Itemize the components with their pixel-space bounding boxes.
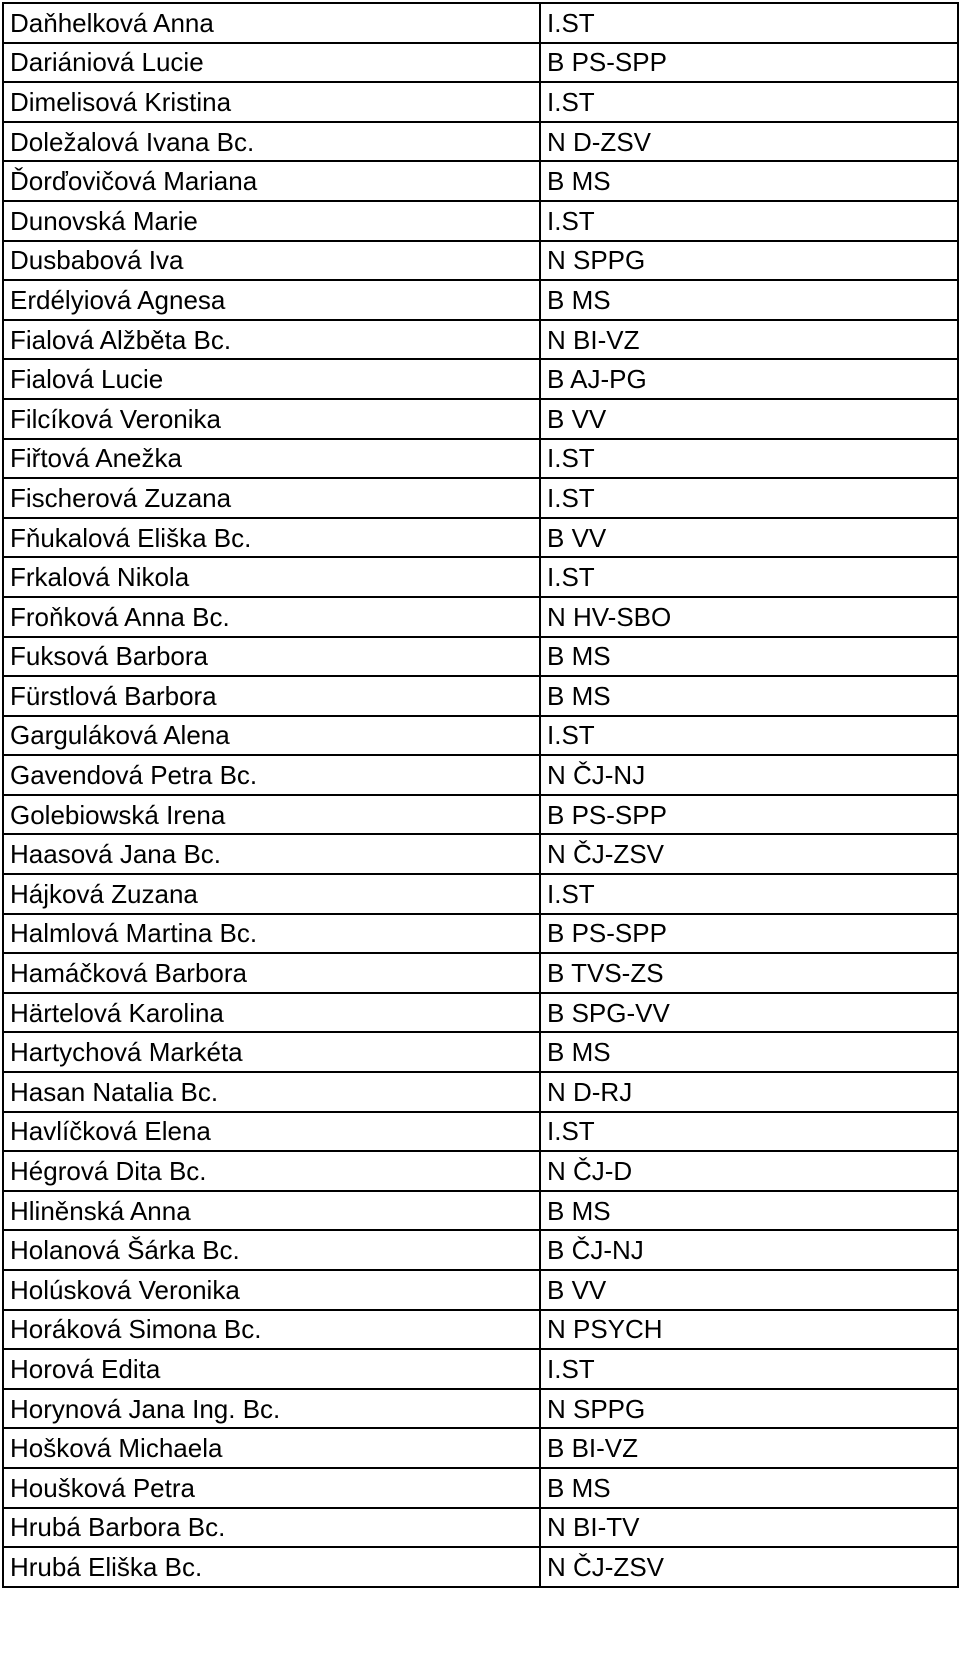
table-row	[3, 1310, 958, 1350]
table-row	[3, 82, 958, 122]
student-name-cell: Houšková Petra	[3, 1468, 540, 1508]
study-program-cell: N BI-VZ	[540, 320, 958, 360]
table-row	[3, 834, 958, 874]
student-name-cell: Fischerová Zuzana	[3, 478, 540, 518]
study-program-cell: I.ST	[540, 82, 958, 122]
student-name-cell: Holúsková Veronika	[3, 1270, 540, 1310]
study-program-cell: N PSYCH	[540, 1310, 958, 1350]
study-program-cell: I.ST	[540, 716, 958, 756]
student-name-cell: Dimelisová Kristina	[3, 82, 540, 122]
table-row	[3, 1349, 958, 1389]
table-row	[3, 1468, 958, 1508]
student-name-cell: Fialová Alžběta Bc.	[3, 320, 540, 360]
student-name-cell: Filcíková Veronika	[3, 399, 540, 439]
table-row	[3, 1112, 958, 1152]
study-program-cell: B MS	[540, 161, 958, 201]
table-row	[3, 795, 958, 835]
study-program-cell: I.ST	[540, 439, 958, 479]
student-name-cell: Hartychová Markéta	[3, 1032, 540, 1072]
study-program-cell: N BI-TV	[540, 1508, 958, 1548]
study-program-cell: I.ST	[540, 1349, 958, 1389]
study-program-cell: B VV	[540, 399, 958, 439]
student-name-cell: Doležalová Ivana Bc.	[3, 122, 540, 162]
table-row	[3, 1032, 958, 1072]
table-row	[3, 280, 958, 320]
student-name-cell: Hrubá Barbora Bc.	[3, 1508, 540, 1548]
table-row	[3, 755, 958, 795]
student-name-cell: Froňková Anna Bc.	[3, 597, 540, 637]
student-name-cell: Halmlová Martina Bc.	[3, 914, 540, 954]
student-name-cell: Erdélyiová Agnesa	[3, 280, 540, 320]
student-name-cell: Härtelová Karolina	[3, 993, 540, 1033]
table-row	[3, 1230, 958, 1270]
table-row	[3, 1151, 958, 1191]
study-program-cell: B SPG-VV	[540, 993, 958, 1033]
table-row	[3, 241, 958, 281]
study-program-cell: B VV	[540, 1270, 958, 1310]
table-row	[3, 1428, 958, 1468]
study-program-cell: B ČJ-NJ	[540, 1230, 958, 1270]
study-program-cell: B BI-VZ	[540, 1428, 958, 1468]
study-program-cell: B PS-SPP	[540, 914, 958, 954]
table-row	[3, 1191, 958, 1231]
table-row	[3, 43, 958, 83]
study-program-cell: I.ST	[540, 874, 958, 914]
student-name-cell: Horáková Simona Bc.	[3, 1310, 540, 1350]
student-name-cell: Hošková Michaela	[3, 1428, 540, 1468]
table-row	[3, 478, 958, 518]
study-program-cell: B MS	[540, 1468, 958, 1508]
student-name-cell: Gavendová Petra Bc.	[3, 755, 540, 795]
student-name-cell: Dariániová Lucie	[3, 43, 540, 83]
table-row	[3, 122, 958, 162]
study-program-cell: B PS-SPP	[540, 795, 958, 835]
student-name-cell: Horynová Jana Ing. Bc.	[3, 1389, 540, 1429]
study-program-cell: B VV	[540, 518, 958, 558]
student-name-cell: Fürstlová Barbora	[3, 676, 540, 716]
table-row	[3, 1270, 958, 1310]
student-name-cell: Hamáčková Barbora	[3, 953, 540, 993]
study-program-cell: N ČJ-ZSV	[540, 834, 958, 874]
table-row	[3, 1508, 958, 1548]
table-row	[3, 953, 958, 993]
study-program-cell: N ČJ-ZSV	[540, 1547, 958, 1587]
table-row	[3, 518, 958, 558]
table-row	[3, 399, 958, 439]
study-program-cell: I.ST	[540, 557, 958, 597]
student-name-cell: Frkalová Nikola	[3, 557, 540, 597]
table-row	[3, 676, 958, 716]
study-program-cell: N HV-SBO	[540, 597, 958, 637]
table-row	[3, 1547, 958, 1587]
table-row	[3, 320, 958, 360]
study-program-cell: I.ST	[540, 3, 958, 43]
student-name-cell: Havlíčková Elena	[3, 1112, 540, 1152]
student-name-cell: Dunovská Marie	[3, 201, 540, 241]
table-row	[3, 1389, 958, 1429]
study-program-cell: B MS	[540, 637, 958, 677]
table-row	[3, 359, 958, 399]
table-row	[3, 439, 958, 479]
study-program-cell: B PS-SPP	[540, 43, 958, 83]
study-program-cell: N ČJ-D	[540, 1151, 958, 1191]
student-name-cell: Fuksová Barbora	[3, 637, 540, 677]
student-name-cell: Hasan Natalia Bc.	[3, 1072, 540, 1112]
study-program-cell: I.ST	[540, 201, 958, 241]
table-row	[3, 597, 958, 637]
table-row	[3, 3, 958, 43]
student-name-cell: Daňhelková Anna	[3, 3, 540, 43]
study-program-cell: B MS	[540, 676, 958, 716]
student-name-cell: Dusbabová Iva	[3, 241, 540, 281]
student-name-cell: Golebiowská Irena	[3, 795, 540, 835]
study-program-cell: B MS	[540, 1032, 958, 1072]
study-program-cell: B MS	[540, 1191, 958, 1231]
student-name-cell: Hájková Zuzana	[3, 874, 540, 914]
table-row	[3, 914, 958, 954]
student-name-cell: Hliněnská Anna	[3, 1191, 540, 1231]
study-program-cell: B AJ-PG	[540, 359, 958, 399]
table-body	[3, 3, 958, 1587]
student-name-cell: Haasová Jana Bc.	[3, 834, 540, 874]
student-name-cell: Horová Edita	[3, 1349, 540, 1389]
study-program-cell: N D-RJ	[540, 1072, 958, 1112]
study-program-cell: N SPPG	[540, 1389, 958, 1429]
study-program-cell: N ČJ-NJ	[540, 755, 958, 795]
study-program-cell: I.ST	[540, 478, 958, 518]
table-row	[3, 557, 958, 597]
student-name-cell: Garguláková Alena	[3, 716, 540, 756]
student-name-cell: Hégrová Dita Bc.	[3, 1151, 540, 1191]
table-row	[3, 637, 958, 677]
table-row	[3, 716, 958, 756]
student-name-cell: Holanová Šárka Bc.	[3, 1230, 540, 1270]
table-row	[3, 161, 958, 201]
table-row	[3, 993, 958, 1033]
study-program-cell: N SPPG	[540, 241, 958, 281]
student-name-cell: Fňukalová Eliška Bc.	[3, 518, 540, 558]
student-name-cell: Ďorďovičová Mariana	[3, 161, 540, 201]
table-row	[3, 874, 958, 914]
student-name-cell: Hrubá Eliška Bc.	[3, 1547, 540, 1587]
study-program-cell: N D-ZSV	[540, 122, 958, 162]
student-table	[2, 2, 959, 1588]
study-program-cell: B TVS-ZS	[540, 953, 958, 993]
student-name-cell: Fialová Lucie	[3, 359, 540, 399]
study-program-cell: I.ST	[540, 1112, 958, 1152]
table-row	[3, 1072, 958, 1112]
student-name-cell: Fiřtová Anežka	[3, 439, 540, 479]
study-program-cell: B MS	[540, 280, 958, 320]
table-row	[3, 201, 958, 241]
